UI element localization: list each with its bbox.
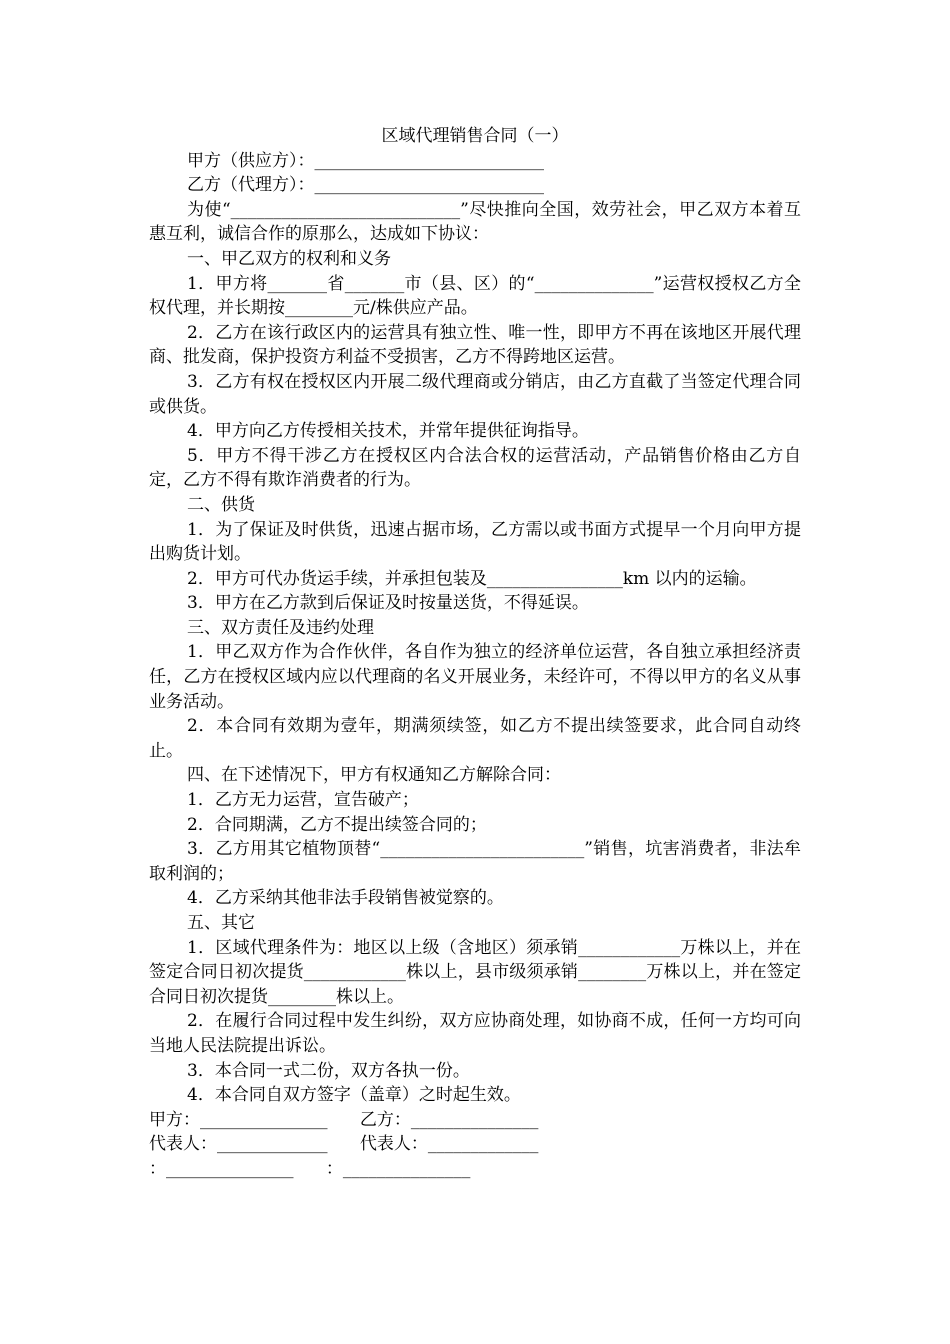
clause-1-2: 2．乙方在该行政区内的运营具有独立性、唯一性，即甲方不再在该地区开展代理商、批发商，保护投资方利益不受损害，乙方不得跨地区运营。 [149, 322, 801, 368]
clause-5-1: 1．区域代理条件为：地区以上级（含地区）须承销____________万株以上，并在签定合同日初次提货____________株以上，县市级须承销________万株以上，并在签定合同日初次提货________株以上。 [149, 937, 801, 1007]
clause-2-3: 3．甲方在乙方款到后保证及时按量送货，不得延误。 [187, 593, 589, 614]
party-b-line: 乙方（代理方）：___________________________ [187, 175, 544, 196]
signature-party-line: 甲方：_______________ 乙方：_______________ [149, 1109, 539, 1130]
clause-1-4: 4．甲方向乙方传授相关技术，并常年提供征询指导。 [187, 421, 589, 442]
section-heading-termination: 四、在下述情况下，甲方有权通知乙方解除合同： [187, 765, 561, 786]
clause-1-1: 1．甲方将_______省_______市（县、区）的“______________”运营权授权乙方全权代理，并长期按________元/株供应产品。 [149, 273, 801, 319]
section-heading-rights: 一、甲乙双方的权利和义务 [187, 248, 391, 269]
clause-4-2: 2．合同期满，乙方不提出续签合同的； [187, 814, 487, 835]
section-heading-other: 五、其它 [187, 913, 255, 933]
clause-5-2: 2．在履行合同过程中发生纠纷，双方应协商处理，如协商不成，任何一方均可向当地人民法院提出诉讼。 [149, 1011, 801, 1056]
document-title: 区域代理销售合同（一） [381, 126, 569, 146]
clause-3-2: 2．本合同有效期为壹年，期满须续签，如乙方不提出续签要求，此合同自动终止。 [149, 716, 801, 761]
clause-4-1: 1．乙方无力运营，宣告破产； [187, 790, 419, 811]
clause-5-3: 3．本合同一式二份，双方各执一份。 [187, 1060, 470, 1081]
clause-4-4: 4．乙方采纳其他非法手段销售被觉察的。 [187, 888, 504, 909]
clause-4-3: 3．乙方用其它植物顶替“________________________”销售，坑害消费者，非法牟取利润的； [149, 839, 801, 884]
preamble-paragraph: 为使“___________________________”尽快推向全国，效劳社会，甲乙双方本着互惠互利，诚信合作的原那么，达成如下协议： [149, 199, 801, 245]
signature-blank-line: ：_______________ ：_______________ [149, 1158, 471, 1179]
section-heading-supply: 二、供货 [187, 494, 255, 515]
clause-1-3: 3．乙方有权在授权区内开展二级代理商或分销店，由乙方直截了当签定代理合同或供货。 [149, 371, 801, 417]
clause-5-4: 4．本合同自双方签字（盖章）之时起生效。 [187, 1085, 521, 1106]
contract-body [149, 124, 801, 1182]
clause-3-1: 1．甲乙双方作为合作伙伴，各自作为独立的经济单位运营，各自独立承担经济责任，乙方在授权区域内应以代理商的名义开展业务，未经许可，不得以甲方的名义从事业务活动。 [149, 642, 801, 712]
party-a-line: 甲方（供应方）：___________________________ [187, 150, 544, 171]
section-heading-liability: 三、双方责任及违约处理 [187, 617, 374, 638]
signature-representative-line: 代表人：_____________ 代表人：_____________ [149, 1134, 539, 1155]
clause-2-2: 2．甲方可代办货运手续，并承担包装及________________km 以内的运输。 [187, 568, 757, 589]
clause-1-5: 5．甲方不得干涉乙方在授权区内合法合权的运营活动，产品销售价格由乙方自定，乙方不得有欺诈消费者的行为。 [149, 445, 801, 491]
clause-2-1: 1．为了保证及时供货，迅速占据市场，乙方需以或书面方式提早一个月向甲方提出购货计划。 [149, 519, 801, 565]
